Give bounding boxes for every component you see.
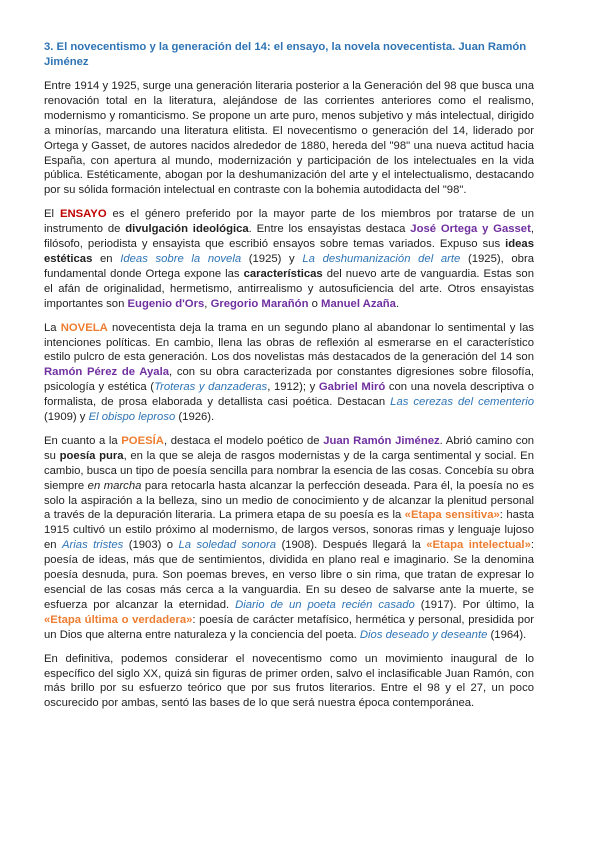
stage-intelectual: «Etapa intelectual»	[426, 539, 531, 552]
genre-novela: NOVELA	[60, 321, 108, 334]
genre-poesia: POESÍA	[121, 434, 164, 447]
paragraph-poesia: En cuanto a la POESÍA, destaca el modelo poético de Juan Ramón Jiménez. Abrió camino con su poesía pura, en la que se aleja de rasgos modernistas y de la carga sentimental y social. En cambio, busca un tipo de poesía sencilla para nombrar la esencia de las cosas. Concebía su obra siempre en marcha para retocarla hasta alcanzar la perfección deseada. Para él, la poesía no es solo la aspiración a la belleza, sino un medio de conocimiento y de alcanzar la plenitud personal a través de la depuración literaria. La primera etapa de su poesía es la «Etapa sensitiva»: hasta 1915 cultivó un estilo próximo al modernismo, de largos versos, sonoras rimas y lenguaje lujoso en Arias tristes (1903) o La soledad sonora (1908). Después llegará la «Etapa intelectual»: poesía de ideas, más que de sentimientos, dividida en plano real e imaginario. Se la denomina poesía desnuda, pura. Son poemas breves, en verso libre o sin rima, que tratan de expresar lo esencial de las cosas más cerca a la vanguardia. En su deseo de salvarse ante la muerte, se esfuerza por alcanzar la eternidad. Diario de un poeta recién casado (1917). Por último, la «Etapa última o verdadera»: poesía de carácter metafísico, hermética y personal, presidida por un Dios que alterna entre naturaleza y la conciencia del poeta. Dios deseado y deseante (1964).	[44, 434, 535, 641]
stage-ultima: «Etapa última o verdadera»	[44, 613, 193, 626]
work-title: Diario de un poeta recién casado	[235, 598, 415, 611]
author-azana: Manuel Azaña	[321, 297, 396, 310]
author-ors: Eugenio d'Ors	[127, 297, 205, 310]
stage-sensitiva: «Etapa sensitiva»	[404, 509, 500, 522]
paragraph-intro: Entre 1914 y 1925, surge una generación literaria posterior a la Generación del 98 que busca una renovación total en la literatura, alejándose de las corrientes anteriores como el realismo, modernismo y romanticismo. Se propone un arte puro, menos subjetivo y más intelectual, dirigido a minorías, marcando una literatura elitista. El novecentismo o generación del 14, liderado por Ortega y Gasset, de autores nacidos alrededor de 1880, hereda del "98" una nueva actitud hacia España, con apertura al mundo, modernización y participación de los intelectuales en la vida pública. Estéticamente, abogan por la deshumanización del arte y el intelectualismo, destacando por su sólida formación intelectual en contraste con la bohemia autodidacta del "98".	[44, 80, 534, 197]
paragraph-novela: La NOVELA novecentista deja la trama en un segundo plano al abandonar lo sentimental y las intenciones políticas. En cambio, llena las obras de reflexión al esmerarse en el característico estilo pulcro de esta generación. Los dos novelistas más destacados de la generación del 14 son Ramón Pérez de Ayala, con su obra caracterizada por constantes digresiones sobre filosofía, psicología y estética (Troteras y danzaderas, 1912); y Gabriel Miró con una novela descriptiva o formalista, de prosa elaborada y detallista casi poética. Destacan Las cerezas del cementerio (1909) y El obispo leproso (1926).	[44, 321, 535, 424]
work-title: Troteras y danzaderas	[154, 381, 268, 394]
highlight-caracteristicas: características	[243, 267, 323, 280]
author-miro: Gabriel Miró	[318, 381, 386, 394]
document-page	[44, 40, 534, 720]
work-title: Arias tristes	[62, 539, 124, 552]
section-title: 3. El novecentismo y la generación del 14: el ensayo, la novela novecentista. Juan Ramón Jiménez	[44, 41, 527, 68]
author-ayala: Ramón Pérez de Ayala	[44, 366, 169, 379]
highlight-ideas: ideas estéticas	[44, 238, 534, 265]
author-jrj: Juan Ramón Jiménez	[323, 434, 440, 447]
work-title: La soledad sonora	[178, 539, 277, 552]
paragraph-conclusion: En definitiva, podemos considerar el novecentismo como un movimiento inaugural de lo específico del siglo XX, quizá sin figuras de primer orden, salvo el inclasificable Juan Ramón, con más brillo por su esfuerzo teórico que por sus frutos literarios. Entre el 98 y el 27, un poco oscurecido por ambas, sentó las bases de lo que será nuestra época contemporánea.	[44, 652, 534, 710]
paragraph-ensayo: El ENSAYO es el género preferido por la mayor parte de los miembros por tratarse de un instrumento de divulgación ideológica. Entre los ensayistas destaca José Ortega y Gasset, filósofo, periodista y ensayista que escribió ensayos sobre temas variados. Expuso sus ideas estéticas en Ideas sobre la novela (1925) y La deshumanización del arte (1925), obra fundamental donde Ortega expone las características del nuevo arte de vanguardia. Estas son el afán de originalidad, hermetismo, antirrealismo y autosuficiencia del arte. Otros ensayistas importantes son Eugenio d'Ors, Gregorio Marañón o Manuel Azaña.	[44, 208, 534, 310]
work-title: La deshumanización del arte	[302, 252, 461, 265]
author-ortega: José Ortega y Gasset	[410, 223, 531, 236]
work-title: Dios deseado y deseante	[359, 628, 488, 641]
genre-ensayo: ENSAYO	[59, 208, 107, 221]
work-title: El obispo leproso	[88, 411, 176, 424]
emphasis-en-marcha: en marcha	[87, 479, 142, 492]
highlight-divulgacion: divulgación ideológica	[125, 223, 249, 236]
work-title: Las cerezas del cementerio	[390, 396, 534, 409]
highlight-poesia-pura: poesía pura	[59, 449, 124, 462]
author-maranon: Gregorio Marañón	[210, 297, 309, 310]
work-title: Ideas sobre la novela	[120, 252, 242, 265]
